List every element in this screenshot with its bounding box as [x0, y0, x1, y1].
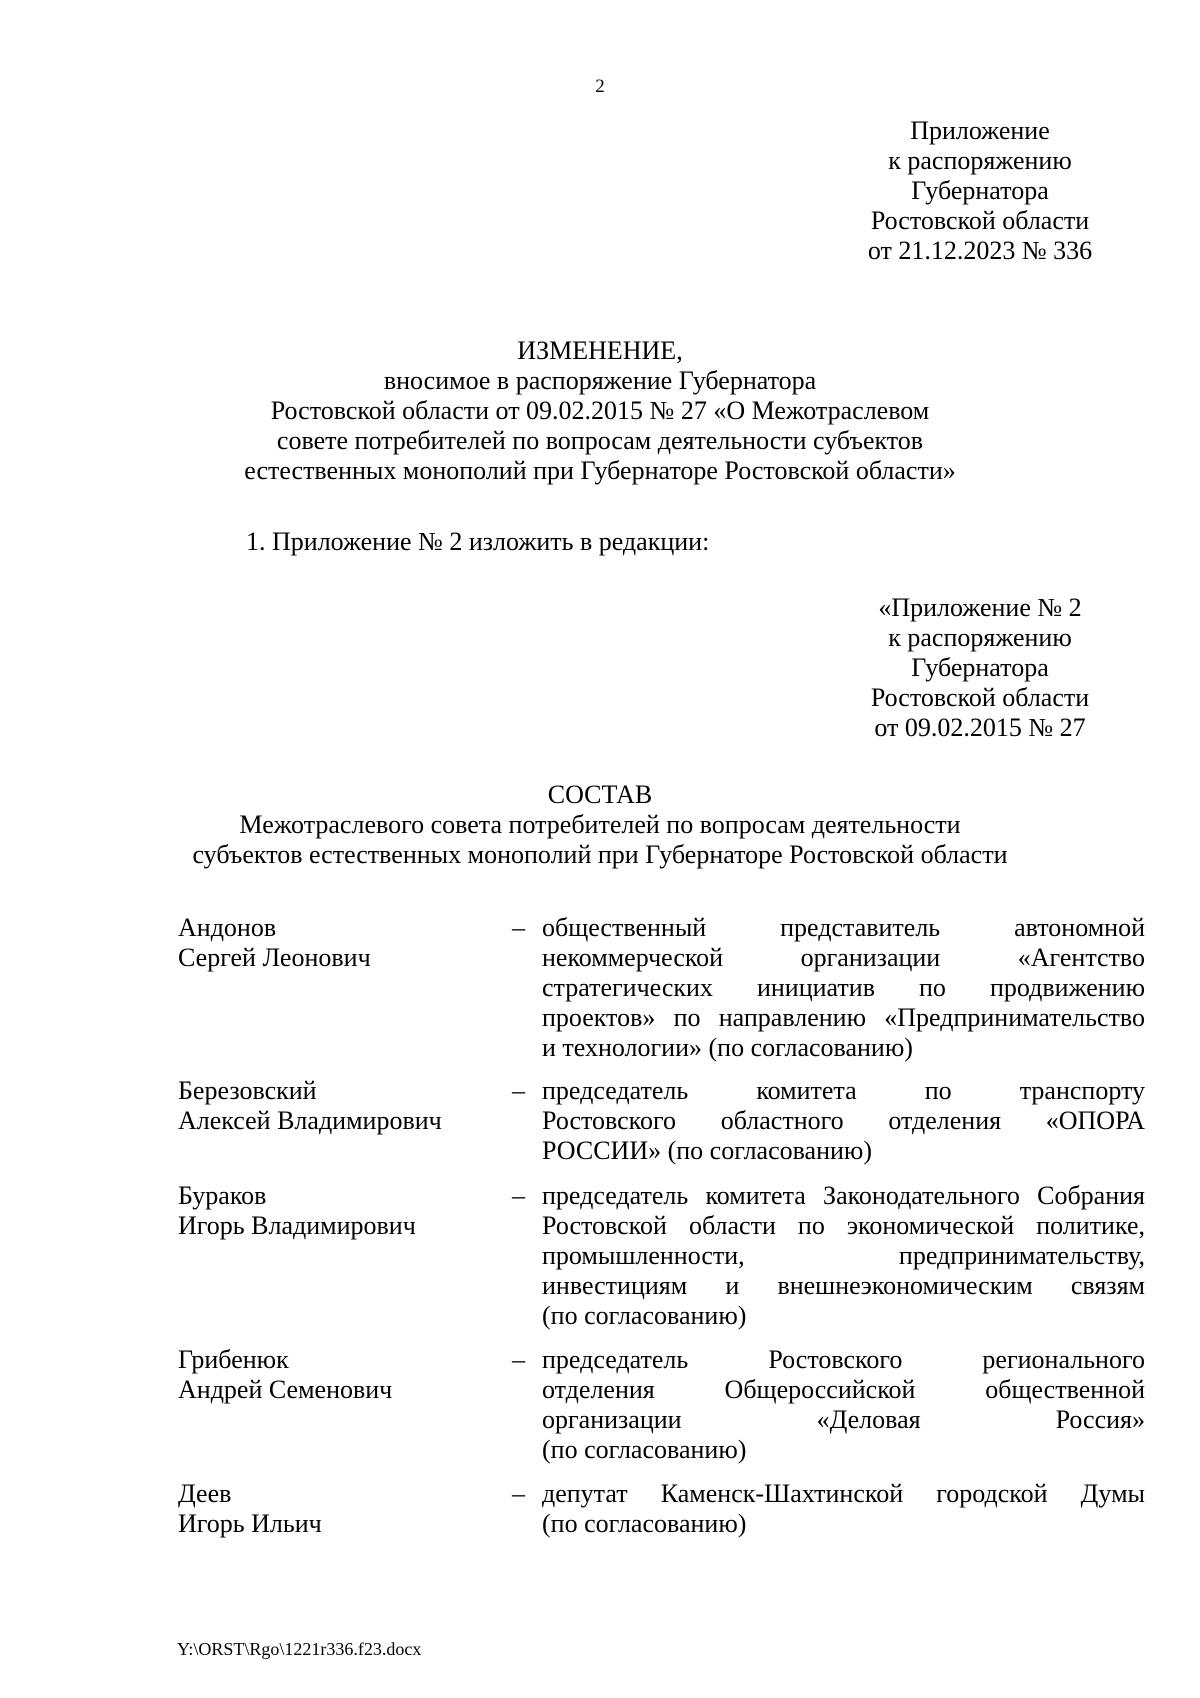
change-title-line: совете потребителей по вопросам деятельности субъектов — [276, 426, 924, 455]
member-surname: Грибенюк — [178, 1345, 289, 1374]
member-role-line: промышленности, предпринимательству, — [542, 1241, 1145, 1270]
appendix2-header-line: к распоряжению — [888, 623, 1072, 652]
member-dash: – — [512, 1345, 525, 1374]
member-role-line: проектов» по направлению «Предпринимательство — [542, 1003, 1145, 1032]
appendix-header-line: Губернатора — [911, 176, 1049, 205]
member-name — [178, 1479, 508, 1539]
member-given-name: Алексей Владимирович — [178, 1106, 442, 1135]
member-given-name: Игорь Владимирович — [178, 1211, 416, 1240]
page-number: 2 — [595, 76, 605, 97]
member-role-line: Ростовской области по экономической политике, — [542, 1211, 1145, 1240]
member-role-line: председатель комитета по транспорту — [542, 1076, 1145, 1105]
appendix2-header-line: Ростовской области — [870, 683, 1090, 712]
appendix2-header — [820, 593, 1140, 743]
change-title-heading: ИЗМЕНЕНИЕ, — [517, 336, 683, 365]
appendix-header-line: Ростовской области — [870, 206, 1090, 235]
member-role — [542, 1345, 1145, 1465]
appendix2-header-line: «Приложение № 2 — [878, 593, 1082, 622]
appendix-header-line: Приложение — [910, 116, 1050, 145]
member-surname: Деев — [178, 1479, 232, 1508]
member-role — [542, 1076, 1145, 1166]
member-role — [542, 1479, 1145, 1539]
composition-line: Межотраслевого совета потребителей по вопросам деятельности — [239, 810, 961, 839]
point-1: 1. Приложение № 2 изложить в редакции: — [246, 527, 710, 556]
appendix-header-line: к распоряжению — [888, 146, 1072, 175]
change-title-line: естественных монополий при Губернаторе Ростовской области» — [244, 456, 956, 485]
member-given-name: Игорь Ильич — [178, 1509, 322, 1538]
member-given-name: Андрей Семенович — [178, 1375, 393, 1404]
member-name — [178, 1345, 508, 1405]
member-name — [178, 913, 508, 973]
member-role-line: (по согласованию) — [542, 1435, 747, 1464]
member-name — [178, 1076, 508, 1136]
member-role-line: стратегических инициатив по продвижению — [542, 973, 1145, 1002]
member-role-line: (по согласованию) — [542, 1509, 747, 1538]
composition-heading: СОСТАВ — [547, 780, 653, 809]
member-role — [542, 913, 1145, 1063]
composition-line: субъектов естественных монополий при Губернаторе Ростовской области — [192, 840, 1008, 869]
change-title-line: вносимое в распоряжение Губернатора — [383, 366, 817, 395]
member-role-line: инвестициям и внешнеэкономическим связям — [542, 1271, 1145, 1300]
member-role-line: Ростовского областного отделения «ОПОРА — [542, 1106, 1145, 1135]
footer-file-path: Y:\ORST\Rgo\1221r336.f23.docx — [177, 1639, 422, 1659]
composition-title — [100, 780, 1100, 870]
change-title — [100, 336, 1100, 486]
member-surname: Бураков — [178, 1181, 267, 1210]
appendix2-header-line: от 09.02.2015 № 27 — [874, 713, 1086, 742]
member-given-name: Сергей Леонович — [178, 943, 371, 972]
member-dash: – — [512, 1181, 525, 1210]
member-role-line: (по согласованию) — [542, 1301, 747, 1330]
appendix-header — [820, 116, 1140, 266]
appendix-header-line: от 21.12.2023 № 336 — [867, 236, 1093, 265]
member-role-line: и технологии» (по согласованию) — [542, 1033, 913, 1062]
member-role-line: РОССИИ» (по согласованию) — [542, 1136, 873, 1165]
member-role-line: некоммерческой организации «Агентство — [542, 943, 1145, 972]
member-role-line: общественный представитель автономной — [542, 913, 1145, 942]
member-name — [178, 1181, 508, 1241]
member-surname: Андонов — [178, 913, 277, 942]
member-dash: – — [512, 1076, 525, 1105]
member-dash: – — [512, 913, 525, 942]
member-role-line: председатель комитета Законодательного Собрания — [542, 1181, 1145, 1210]
member-role-line: отделения Общероссийской общественной — [542, 1375, 1145, 1404]
member-role-line: организации «Деловая Россия» — [542, 1405, 1145, 1434]
member-role — [542, 1181, 1145, 1331]
member-role-line: депутат Каменск-Шахтинской городской Думы — [542, 1479, 1145, 1508]
member-surname: Березовский — [178, 1076, 317, 1105]
member-role-line: председатель Ростовского регионального — [542, 1345, 1145, 1374]
member-dash: – — [512, 1479, 525, 1508]
appendix2-header-line: Губернатора — [911, 653, 1049, 682]
change-title-line: Ростовской области от 09.02.2015 № 27 «О Межотраслевом — [270, 396, 930, 425]
